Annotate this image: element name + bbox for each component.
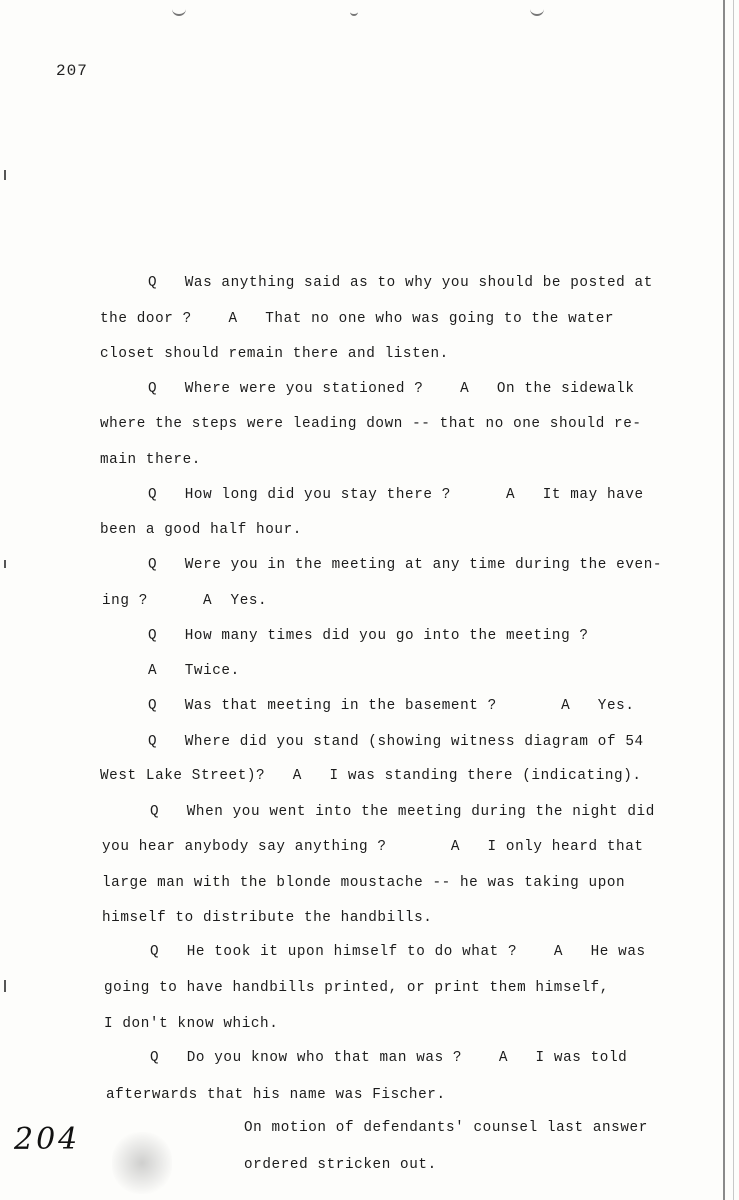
page-edge (723, 0, 725, 1200)
transcript-line: Q When you went into the meeting during the night did (150, 804, 655, 820)
scan-speck (4, 170, 6, 180)
page-edge-outer (733, 0, 734, 1200)
transcript-line: ordered stricken out. (244, 1157, 437, 1173)
transcript-line: Q Was anything said as to why you should be posted at (148, 275, 653, 291)
scan-speck (4, 560, 6, 568)
transcript-line: Q Do you know who that man was ? A I was told (150, 1050, 628, 1066)
transcript-line: going to have handbills printed, or print them himself, (104, 980, 609, 996)
scan-mark (530, 6, 544, 16)
transcript-line: Q Were you in the meeting at any time during the even- (148, 557, 663, 573)
transcript-line: himself to distribute the handbills. (102, 910, 433, 926)
transcript-line: ing ? A Yes. (102, 593, 268, 609)
transcript-line: Q Where were you stationed ? A On the sidewalk (148, 381, 635, 397)
scan-mark (172, 6, 186, 16)
page-number: 207 (56, 62, 88, 80)
transcript-line: where the steps were leading down -- that no one should re- (100, 416, 642, 432)
transcript-line: you hear anybody say anything ? A I only heard that (102, 839, 644, 855)
ink-smudge (112, 1132, 172, 1194)
transcript-line: Q Was that meeting in the basement ? A Yes. (148, 698, 635, 714)
transcript-line: Q He took it upon himself to do what ? A He was (150, 944, 646, 960)
scan-mark (350, 6, 358, 16)
transcript-line: On motion of defendants' counsel last answer (244, 1120, 648, 1136)
transcript-line: West Lake Street)? A I was standing there (indicating). (100, 768, 642, 784)
transcript-line: Q How many times did you go into the meeting ? (148, 628, 589, 644)
scan-speck (4, 980, 6, 992)
transcript-line: main there. (100, 452, 201, 468)
transcript-line: afterwards that his name was Fischer. (106, 1087, 446, 1103)
transcript-line: Q How long did you stay there ? A It may have (148, 487, 644, 503)
transcript-line: been a good half hour. (100, 522, 302, 538)
transcript-line: I don't know which. (104, 1016, 279, 1032)
transcript-line: closet should remain there and listen. (100, 346, 449, 362)
transcript-line: A Twice. (148, 663, 240, 679)
transcript-line: Q Where did you stand (showing witness diagram of 54 (148, 734, 644, 750)
handwritten-page-number: 204 (14, 1122, 81, 1157)
transcript-line: large man with the blonde moustache -- he was taking upon (102, 875, 626, 891)
transcript-line: the door ? A That no one who was going to the water (100, 311, 615, 327)
